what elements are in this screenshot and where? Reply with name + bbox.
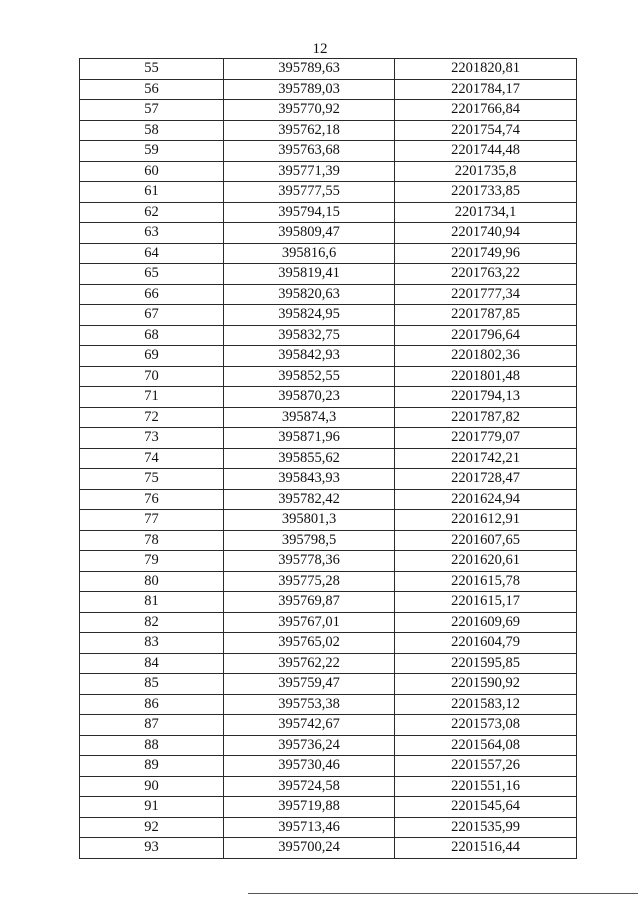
- table-row: [80, 592, 577, 613]
- table-row: [80, 141, 577, 162]
- table-row: [80, 264, 577, 285]
- point-number-cell: 84: [80, 653, 224, 674]
- table-row: [80, 407, 577, 428]
- x-coordinate-cell: 395789,63: [224, 59, 395, 80]
- y-coordinate-cell: 2201615,78: [395, 571, 577, 592]
- y-coordinate-cell: 2201624,94: [395, 489, 577, 510]
- point-number-cell: 88: [80, 735, 224, 756]
- x-coordinate-cell: 395820,63: [224, 284, 395, 305]
- point-number-cell: 75: [80, 469, 224, 490]
- point-number-cell: 72: [80, 407, 224, 428]
- y-coordinate-cell: 2201564,08: [395, 735, 577, 756]
- table-row: [80, 305, 577, 326]
- table-row: [80, 202, 577, 223]
- table-row: [80, 366, 577, 387]
- x-coordinate-cell: 395855,62: [224, 448, 395, 469]
- y-coordinate-cell: 2201734,1: [395, 202, 577, 223]
- y-coordinate-cell: 2201763,22: [395, 264, 577, 285]
- x-coordinate-cell: 395842,93: [224, 346, 395, 367]
- y-coordinate-cell: 2201612,91: [395, 510, 577, 531]
- table-row: [80, 428, 577, 449]
- x-coordinate-cell: 395736,24: [224, 735, 395, 756]
- x-coordinate-cell: 395719,88: [224, 797, 395, 818]
- x-coordinate-cell: 395843,93: [224, 469, 395, 490]
- x-coordinate-cell: 395801,3: [224, 510, 395, 531]
- point-number-cell: 68: [80, 325, 224, 346]
- x-coordinate-cell: 395759,47: [224, 674, 395, 695]
- point-number-cell: 69: [80, 346, 224, 367]
- table-row: [80, 797, 577, 818]
- x-coordinate-cell: 395809,47: [224, 223, 395, 244]
- y-coordinate-cell: 2201744,48: [395, 141, 577, 162]
- point-number-cell: 74: [80, 448, 224, 469]
- table-row: [80, 387, 577, 408]
- point-number-cell: 93: [80, 838, 224, 859]
- table-row: [80, 694, 577, 715]
- table-row: [80, 59, 577, 80]
- x-coordinate-cell: 395870,23: [224, 387, 395, 408]
- y-coordinate-cell: 2201607,65: [395, 530, 577, 551]
- point-number-cell: 82: [80, 612, 224, 633]
- y-coordinate-cell: 2201742,21: [395, 448, 577, 469]
- x-coordinate-cell: 395769,87: [224, 592, 395, 613]
- table-row: [80, 469, 577, 490]
- point-number-cell: 57: [80, 100, 224, 121]
- y-coordinate-cell: 2201615,17: [395, 592, 577, 613]
- point-number-cell: 78: [80, 530, 224, 551]
- x-coordinate-cell: 395775,28: [224, 571, 395, 592]
- x-coordinate-cell: 395778,36: [224, 551, 395, 572]
- y-coordinate-cell: 2201787,85: [395, 305, 577, 326]
- table-row: [80, 756, 577, 777]
- coordinates-table-body: [80, 59, 577, 859]
- point-number-cell: 60: [80, 161, 224, 182]
- x-coordinate-cell: 395762,22: [224, 653, 395, 674]
- point-number-cell: 61: [80, 182, 224, 203]
- table-row: [80, 325, 577, 346]
- x-coordinate-cell: 395798,5: [224, 530, 395, 551]
- y-coordinate-cell: 2201590,92: [395, 674, 577, 695]
- table-row: [80, 612, 577, 633]
- y-coordinate-cell: 2201604,79: [395, 633, 577, 654]
- table-row: [80, 120, 577, 141]
- point-number-cell: 64: [80, 243, 224, 264]
- y-coordinate-cell: 2201573,08: [395, 715, 577, 736]
- point-number-cell: 58: [80, 120, 224, 141]
- x-coordinate-cell: 395852,55: [224, 366, 395, 387]
- x-coordinate-cell: 395789,03: [224, 79, 395, 100]
- y-coordinate-cell: 2201583,12: [395, 694, 577, 715]
- x-coordinate-cell: 395874,3: [224, 407, 395, 428]
- x-coordinate-cell: 395753,38: [224, 694, 395, 715]
- point-number-cell: 86: [80, 694, 224, 715]
- table-row: [80, 182, 577, 203]
- y-coordinate-cell: 2201557,26: [395, 756, 577, 777]
- y-coordinate-cell: 2201595,85: [395, 653, 577, 674]
- point-number-cell: 77: [80, 510, 224, 531]
- y-coordinate-cell: 2201535,99: [395, 817, 577, 838]
- point-number-cell: 63: [80, 223, 224, 244]
- y-coordinate-cell: 2201749,96: [395, 243, 577, 264]
- point-number-cell: 59: [80, 141, 224, 162]
- point-number-cell: 70: [80, 366, 224, 387]
- x-coordinate-cell: 395794,15: [224, 202, 395, 223]
- y-coordinate-cell: 2201740,94: [395, 223, 577, 244]
- x-coordinate-cell: 395730,46: [224, 756, 395, 777]
- point-number-cell: 91: [80, 797, 224, 818]
- table-row: [80, 79, 577, 100]
- point-number-cell: 66: [80, 284, 224, 305]
- point-number-cell: 85: [80, 674, 224, 695]
- y-coordinate-cell: 2201801,48: [395, 366, 577, 387]
- x-coordinate-cell: 395871,96: [224, 428, 395, 449]
- table-row: [80, 653, 577, 674]
- y-coordinate-cell: 2201733,85: [395, 182, 577, 203]
- table-row: [80, 243, 577, 264]
- x-coordinate-cell: 395819,41: [224, 264, 395, 285]
- point-number-cell: 65: [80, 264, 224, 285]
- point-number-cell: 83: [80, 633, 224, 654]
- table-row: [80, 838, 577, 859]
- table-row: [80, 100, 577, 121]
- y-coordinate-cell: 2201779,07: [395, 428, 577, 449]
- x-coordinate-cell: 395782,42: [224, 489, 395, 510]
- x-coordinate-cell: 395763,68: [224, 141, 395, 162]
- table-row: [80, 633, 577, 654]
- y-coordinate-cell: 2201787,82: [395, 407, 577, 428]
- coordinates-table: [79, 58, 577, 859]
- x-coordinate-cell: 395700,24: [224, 838, 395, 859]
- table-row: [80, 571, 577, 592]
- point-number-cell: 89: [80, 756, 224, 777]
- y-coordinate-cell: 2201545,64: [395, 797, 577, 818]
- y-coordinate-cell: 2201551,16: [395, 776, 577, 797]
- table-row: [80, 674, 577, 695]
- page-number: 12: [312, 41, 328, 57]
- table-row: [80, 530, 577, 551]
- x-coordinate-cell: 395767,01: [224, 612, 395, 633]
- point-number-cell: 80: [80, 571, 224, 592]
- point-number-cell: 55: [80, 59, 224, 80]
- point-number-cell: 79: [80, 551, 224, 572]
- point-number-cell: 73: [80, 428, 224, 449]
- table-row: [80, 551, 577, 572]
- y-coordinate-cell: 2201620,61: [395, 551, 577, 572]
- point-number-cell: 90: [80, 776, 224, 797]
- table-row: [80, 510, 577, 531]
- y-coordinate-cell: 2201794,13: [395, 387, 577, 408]
- y-coordinate-cell: 2201516,44: [395, 838, 577, 859]
- y-coordinate-cell: 2201766,84: [395, 100, 577, 121]
- table-row: [80, 489, 577, 510]
- point-number-cell: 92: [80, 817, 224, 838]
- table-row: [80, 223, 577, 244]
- y-coordinate-cell: 2201802,36: [395, 346, 577, 367]
- x-coordinate-cell: 395777,55: [224, 182, 395, 203]
- table-row: [80, 448, 577, 469]
- x-coordinate-cell: 395770,92: [224, 100, 395, 121]
- table-row: [80, 715, 577, 736]
- point-number-cell: 62: [80, 202, 224, 223]
- y-coordinate-cell: 2201609,69: [395, 612, 577, 633]
- table-row: [80, 776, 577, 797]
- table-row: [80, 284, 577, 305]
- x-coordinate-cell: 395824,95: [224, 305, 395, 326]
- x-coordinate-cell: 395742,67: [224, 715, 395, 736]
- point-number-cell: 76: [80, 489, 224, 510]
- point-number-cell: 71: [80, 387, 224, 408]
- x-coordinate-cell: 395816,6: [224, 243, 395, 264]
- table-row: [80, 161, 577, 182]
- point-number-cell: 56: [80, 79, 224, 100]
- y-coordinate-cell: 2201777,34: [395, 284, 577, 305]
- y-coordinate-cell: 2201735,8: [395, 161, 577, 182]
- y-coordinate-cell: 2201796,64: [395, 325, 577, 346]
- y-coordinate-cell: 2201754,74: [395, 120, 577, 141]
- y-coordinate-cell: 2201784,17: [395, 79, 577, 100]
- x-coordinate-cell: 395832,75: [224, 325, 395, 346]
- table-row: [80, 817, 577, 838]
- bottom-divider: [248, 893, 638, 894]
- x-coordinate-cell: 395762,18: [224, 120, 395, 141]
- x-coordinate-cell: 395724,58: [224, 776, 395, 797]
- table-row: [80, 735, 577, 756]
- point-number-cell: 87: [80, 715, 224, 736]
- y-coordinate-cell: 2201728,47: [395, 469, 577, 490]
- x-coordinate-cell: 395713,46: [224, 817, 395, 838]
- point-number-cell: 81: [80, 592, 224, 613]
- y-coordinate-cell: 2201820,81: [395, 59, 577, 80]
- point-number-cell: 67: [80, 305, 224, 326]
- x-coordinate-cell: 395771,39: [224, 161, 395, 182]
- table-row: [80, 346, 577, 367]
- x-coordinate-cell: 395765,02: [224, 633, 395, 654]
